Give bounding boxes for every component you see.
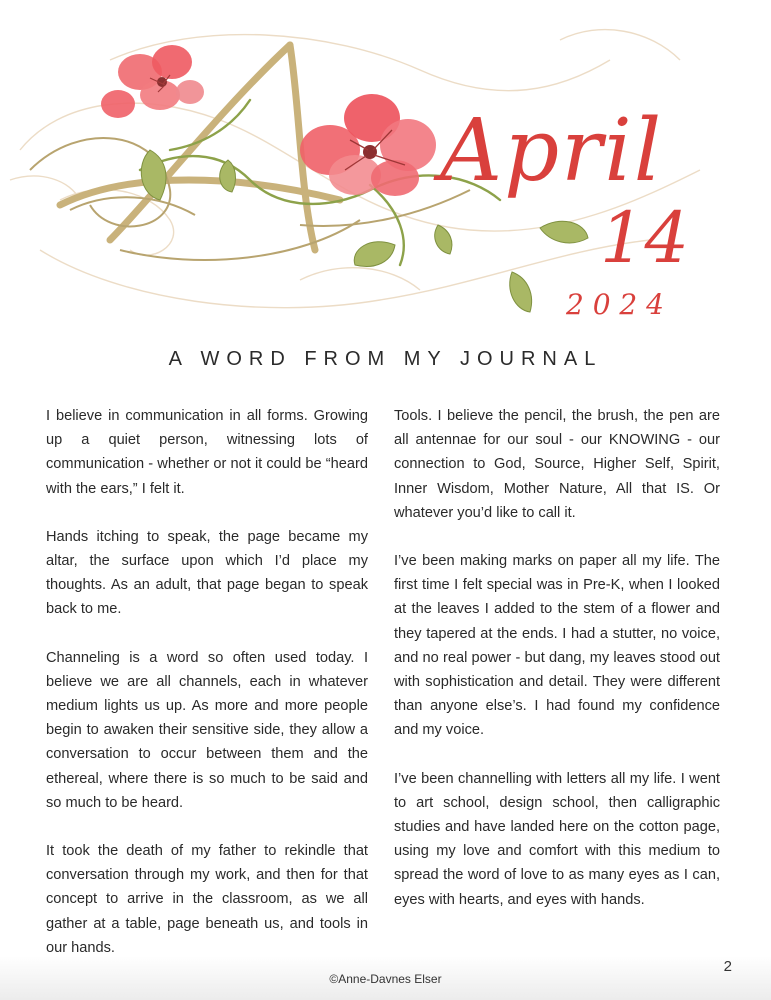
paragraph: I’ve been making marks on paper all my life. The first time I felt special was in Pre-K, when I looked at the leaves I added to the stem of a flower and they tapered at the ends. I had a stutter, no voice, and no real power - but dang, my leaves stood out with sophistication and detail. They were different than anyone else’s. I had found my confidence and my voice. — [394, 553, 720, 739]
section-title: A WORD FROM MY JOURNAL — [168, 348, 603, 370]
day-lettering: 14 — [600, 197, 690, 279]
paragraph: Channeling is a word so often used today. I believe we are all channels, each in whatever medium lights us up. As more and more people begin to awaken their sensitive side, they allow a conversation to occur between them and the ethereal, where there is so much to be said and so much to be heard. — [46, 649, 368, 811]
paragraph: I’ve been channelling with letters all my life. I went to art school, design school, then calligraphic studies and have landed here on the cotton page, using my love and comfort with this medium to spread the word of love to as many eyes as I can, eyes with hearts, and eyes with hands. — [394, 770, 720, 908]
header-illustration — [0, 0, 771, 340]
flower-center — [300, 94, 436, 196]
right-column — [394, 404, 720, 936]
month-lettering: April — [440, 101, 664, 201]
flower-upper-left — [101, 45, 204, 118]
year-lettering: 2 0 2 4 — [566, 288, 664, 321]
paragraph: Hands itching to speak, the page became my altar, the surface upon which I’d place my thoughts. As an adult, that page began to speak back to me. — [46, 528, 368, 618]
page-number: 2 — [723, 958, 732, 975]
copyright-text: ©Anne-Davnes Elser — [329, 972, 442, 986]
left-column — [46, 404, 368, 984]
paragraph: I believe in communication in all forms. Growing up a quiet person, witnessing lots of communication - whether or not it could be “heard with the ears,” I felt it. — [46, 408, 368, 497]
paragraph: It took the death of my father to rekindle that conversation through my work, and then for that concept to arrive in the classroom, as we all gather at a table, page beneath us, and tools in our hands. — [46, 843, 368, 956]
paragraph: Tools. I believe the pencil, the brush, the pen are all antennae for our soul - our KNOWING - our connection to God, Source, Higher Self, Spirit, Inner Wisdom, Mother Nature, All that IS. Or whatever you’d like to call it. — [394, 408, 720, 521]
